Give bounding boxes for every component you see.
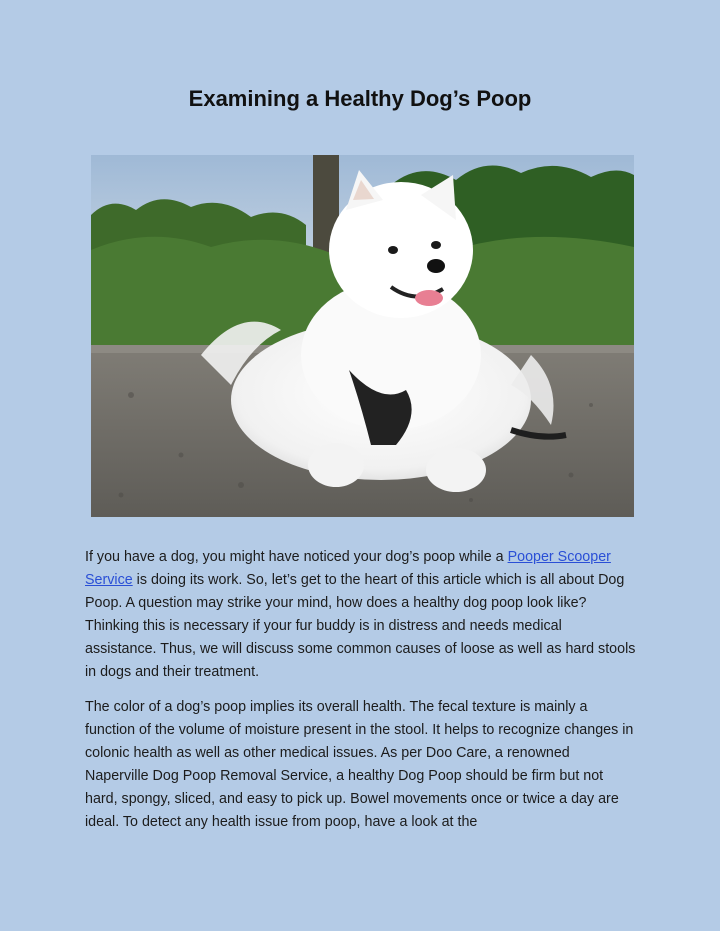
paragraph-intro-text-end: is doing its work. So, let’s get to the heart of this article which is all about Dog Poop. A question may strike your mind, how does a healthy dog poop look like? Thinking this is necessary if your fur buddy is in distress and needs medical assistance. Thus, we will discuss some common causes of loose as well as hard stools in dogs and their treatment. [85, 572, 636, 680]
white-fluffy-dog-photo [91, 155, 634, 517]
page-title: Examining a Healthy Dog’s Poop [188, 86, 532, 111]
paragraph-intro-text-start: If you have a dog, you might have noticed your dog’s poop while a [85, 549, 508, 565]
paragraph-intro [85, 546, 637, 684]
article-body [85, 546, 637, 846]
paragraph-poop-color: The color of a dog’s poop implies its overall health. The fecal texture is mainly a function of the volume of moisture present in the stool. It helps to recognize changes in colonic health as well as other medical issues. As per Doo Care, a renowned Naperville Dog Poop Removal Service, a healthy Dog Poop should be firm but not hard, spongy, sliced, and easy to pick up. Bowel movements once or twice a day are ideal. To detect any health issue from poop, have a look at the [85, 699, 634, 830]
pooper-scooper-service-link[interactable]: Pooper Scooper Service [85, 549, 611, 588]
